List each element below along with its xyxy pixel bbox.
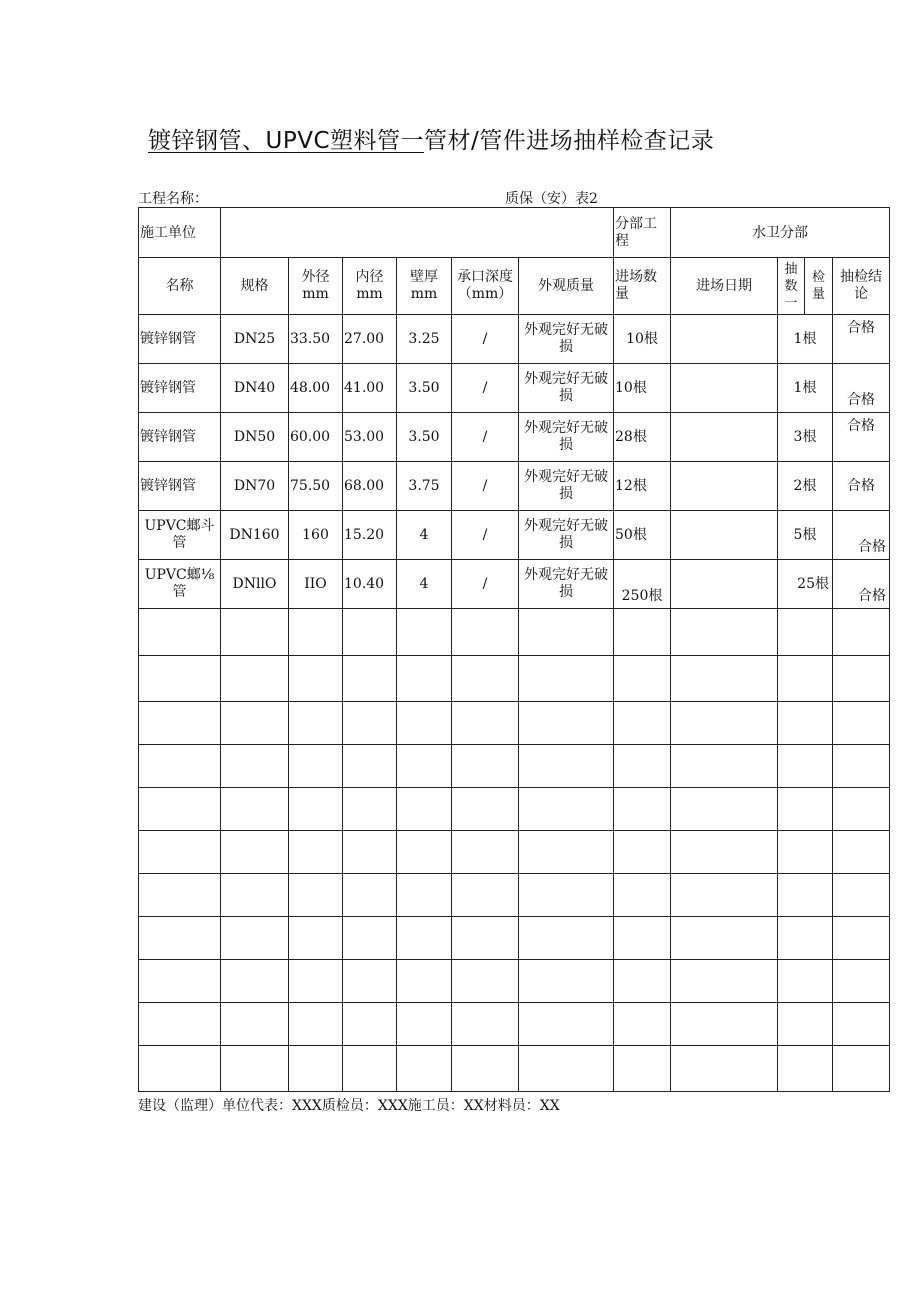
cell-id: 53.00	[343, 413, 397, 462]
cell-result: 合格	[833, 315, 890, 364]
cell-spec: DN50	[221, 413, 289, 462]
table-row	[139, 364, 890, 413]
cell-od: 33.50	[289, 315, 343, 364]
col-appearance: 外观质量	[519, 258, 614, 315]
cell-appearance: 外观完好无破损	[519, 462, 614, 511]
cell-qty: 12根	[614, 462, 671, 511]
cell-wall: 4	[397, 511, 452, 560]
cell-date	[671, 315, 778, 364]
cell-appearance: 外观完好无破损	[519, 364, 614, 413]
empty-row	[139, 831, 890, 874]
table-row	[139, 413, 890, 462]
empty-row	[139, 874, 890, 917]
table-row	[139, 560, 890, 609]
table-row	[139, 315, 890, 364]
cell-wall: 3.75	[397, 462, 452, 511]
cell-qty: 250根	[614, 560, 671, 609]
cell-od: 48.00	[289, 364, 343, 413]
col-sample-a: 抽数一	[778, 258, 805, 315]
cell-name: UPVC螂斗管	[139, 511, 221, 560]
col-date: 进场日期	[671, 258, 778, 315]
cell-od: 75.50	[289, 462, 343, 511]
col-id-unit: mm	[356, 286, 383, 302]
document-title	[148, 122, 714, 155]
empty-row	[139, 1003, 890, 1046]
col-spec: 规格	[221, 258, 289, 315]
cell-spec: DNllO	[221, 560, 289, 609]
cell-result: 合格	[833, 511, 890, 560]
empty-row	[139, 609, 890, 656]
signature-footer: 建设（监理）单位代表：XXX质检员：XXX施工员：XX材料员：XX	[138, 1098, 560, 1114]
cell-result: 合格	[833, 462, 890, 511]
cell-wall: 3.50	[397, 413, 452, 462]
empty-row	[139, 960, 890, 1003]
col-inner-diameter	[343, 258, 397, 315]
cell-socket: /	[452, 462, 519, 511]
cell-appearance: 外观完好无破损	[519, 560, 614, 609]
col-id-label: 内径	[355, 269, 384, 285]
col-wall-thickness	[397, 258, 452, 315]
empty-row	[139, 656, 890, 702]
col-conclusion: 抽检结论	[833, 258, 890, 315]
cell-date	[671, 413, 778, 462]
title-part-1: 镀锌钢管、UPVC塑料管一	[148, 128, 424, 154]
cell-socket: /	[452, 560, 519, 609]
cell-name: UPVC螂⅛管	[139, 560, 221, 609]
title-part-2: 管材/管件进场抽样检查记录	[424, 128, 715, 154]
table-row	[139, 462, 890, 511]
cell-date	[671, 462, 778, 511]
cell-name: 镀锌钢管	[139, 315, 221, 364]
subdivision-value: 水卫分部	[671, 208, 890, 258]
construction-unit-label: 施工单位	[139, 208, 221, 258]
cell-qty: 10根	[614, 364, 671, 413]
cell-id: 27.00	[343, 315, 397, 364]
empty-row	[139, 1046, 890, 1092]
cell-qty: 10根	[614, 315, 671, 364]
col-outer-diameter	[289, 258, 343, 315]
cell-id: 10.40	[343, 560, 397, 609]
cell-id: 41.00	[343, 364, 397, 413]
cell-socket: /	[452, 315, 519, 364]
cell-name: 镀锌钢管	[139, 462, 221, 511]
col-od-label: 外径	[301, 269, 330, 285]
cell-appearance: 外观完好无破损	[519, 315, 614, 364]
cell-wall: 3.25	[397, 315, 452, 364]
cell-socket: /	[452, 413, 519, 462]
cell-od: IIO	[289, 560, 343, 609]
col-quantity: 进场数量	[614, 258, 671, 315]
cell-spec: DN70	[221, 462, 289, 511]
cell-id: 68.00	[343, 462, 397, 511]
cell-qty: 28根	[614, 413, 671, 462]
empty-row	[139, 702, 890, 745]
cell-sample: 25根	[778, 560, 833, 609]
cell-od: 160	[289, 511, 343, 560]
cell-result: 合格	[833, 413, 890, 462]
cell-name: 镀锌钢管	[139, 364, 221, 413]
col-name: 名称	[139, 258, 221, 315]
empty-row	[139, 917, 890, 960]
cell-sample: 1根	[778, 364, 833, 413]
col-wall-label: 壁厚	[410, 269, 438, 285]
cell-date	[671, 511, 778, 560]
cell-date	[671, 560, 778, 609]
construction-unit-value	[221, 208, 614, 258]
cell-qty: 50根	[614, 511, 671, 560]
cell-date	[671, 364, 778, 413]
cell-appearance: 外观完好无破损	[519, 511, 614, 560]
cell-appearance: 外观完好无破损	[519, 413, 614, 462]
cell-spec: DN160	[221, 511, 289, 560]
col-socket-depth: 承口深度（mm）	[452, 258, 519, 315]
cell-result: 合格	[833, 364, 890, 413]
cell-od: 60.00	[289, 413, 343, 462]
cell-wall: 4	[397, 560, 452, 609]
inspection-table	[138, 207, 890, 1092]
form-number-label: 质保（安）表2	[505, 191, 598, 207]
cell-sample: 2根	[778, 462, 833, 511]
cell-socket: /	[452, 511, 519, 560]
table-row	[139, 511, 890, 560]
col-od-unit: mm	[302, 286, 329, 302]
col-wall-unit: mm	[410, 286, 438, 302]
cell-sample: 3根	[778, 413, 833, 462]
header-row-unit	[139, 208, 890, 258]
empty-row	[139, 745, 890, 788]
cell-socket: /	[452, 364, 519, 413]
cell-sample: 1根	[778, 315, 833, 364]
col-sample-b: 检量	[805, 258, 833, 315]
cell-spec: DN40	[221, 364, 289, 413]
cell-wall: 3.50	[397, 364, 452, 413]
subdivision-label: 分部工程	[614, 208, 671, 258]
column-header-row	[139, 258, 890, 315]
empty-row	[139, 788, 890, 831]
cell-spec: DN25	[221, 315, 289, 364]
cell-name: 镀锌钢管	[139, 413, 221, 462]
project-name-label: 工程名称：	[138, 191, 208, 207]
cell-result: 合格	[833, 560, 890, 609]
cell-sample: 5根	[778, 511, 833, 560]
cell-id: 15.20	[343, 511, 397, 560]
